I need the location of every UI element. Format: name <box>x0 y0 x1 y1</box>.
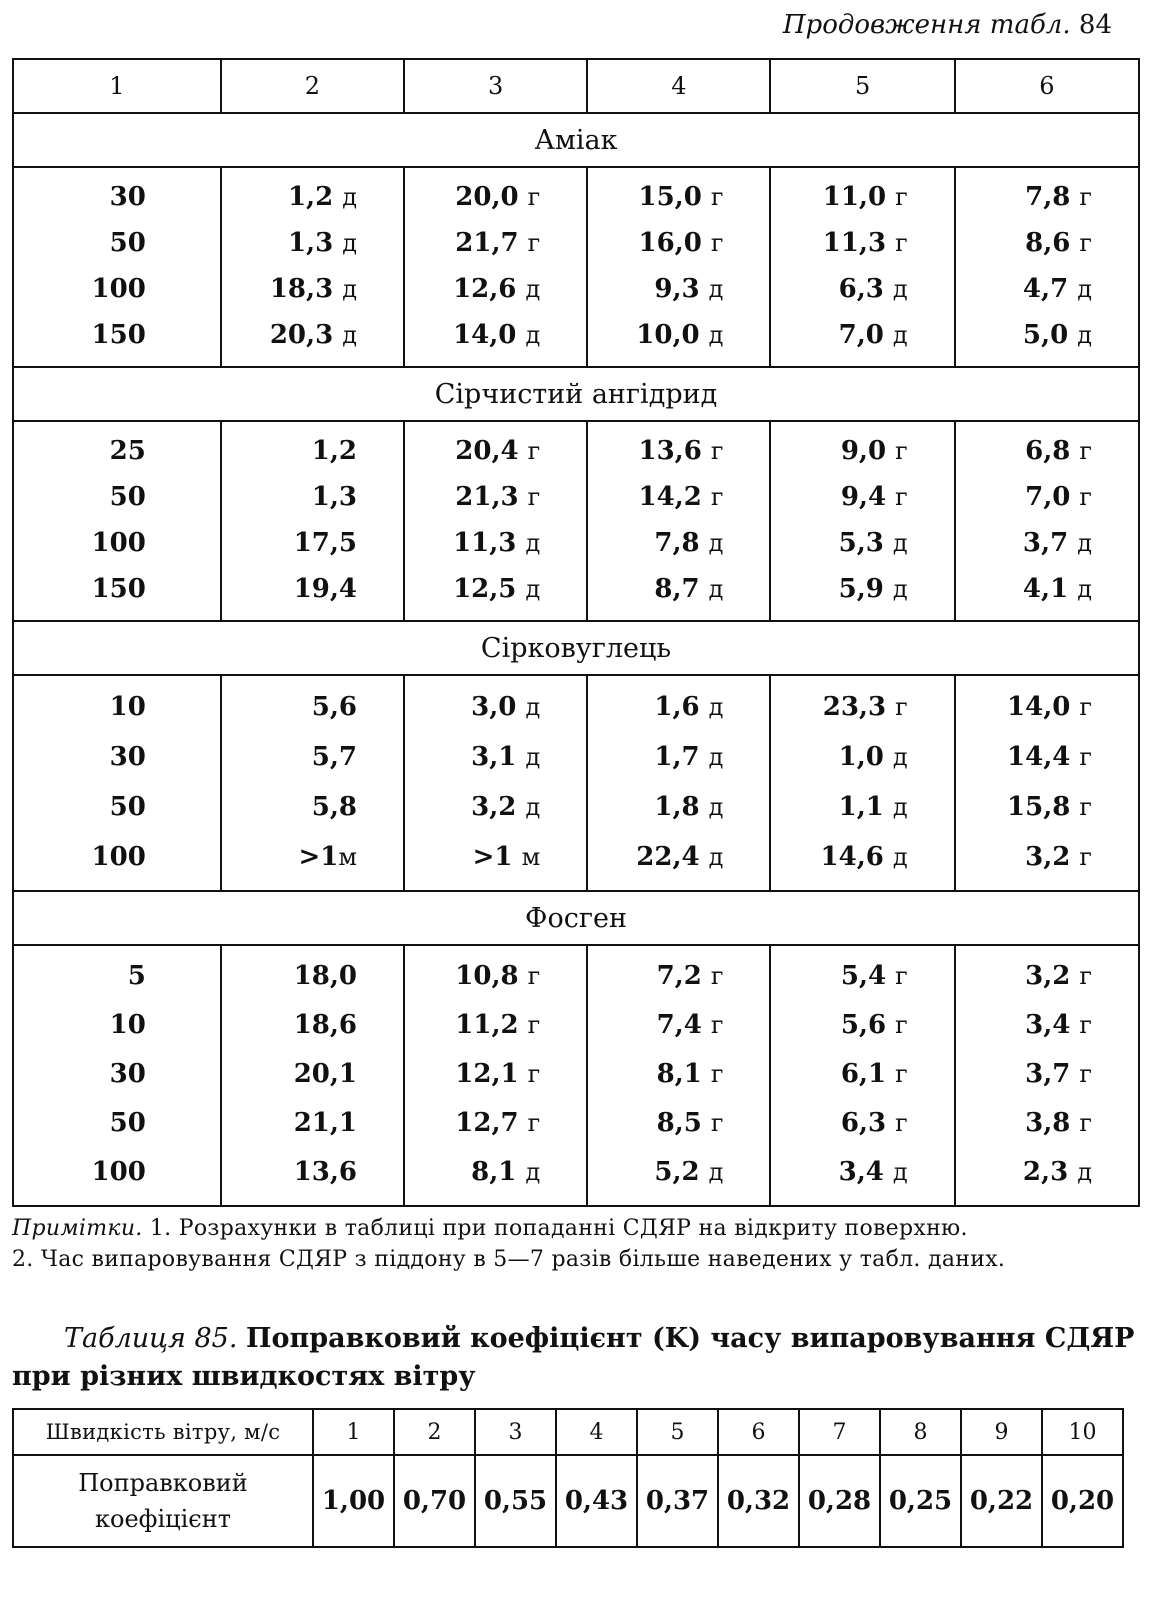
cell-value: 6,3 г <box>840 1108 908 1138</box>
cell-stack <box>405 946 586 1205</box>
cell-value: 5,9 д <box>838 574 908 604</box>
cell-value: 50 <box>109 1108 146 1138</box>
unit-letter: д <box>1077 275 1092 303</box>
cell-stack <box>222 946 403 1205</box>
cell-value: 9,3 д <box>654 274 724 304</box>
unit-letter: д <box>892 575 908 603</box>
cell-value: 2,3 д <box>1022 1157 1092 1187</box>
section-title: Фосген <box>13 891 1139 945</box>
cell-value: 20,3 д <box>269 320 358 350</box>
coefficient-value: 0,28 <box>799 1455 880 1547</box>
table-cell-column-2 <box>221 167 404 367</box>
table-85 <box>12 1408 1124 1548</box>
cell-value: 16,0 г <box>638 228 724 258</box>
cell-value: 12,6 д <box>453 274 541 304</box>
unit-letter: д <box>708 275 724 303</box>
unit-letter: г <box>1079 483 1092 511</box>
cell-stack <box>588 946 769 1205</box>
unit-letter: д <box>708 575 724 603</box>
section-data-row <box>13 167 1139 367</box>
cell-value: 7,0 д <box>838 320 908 350</box>
cell-stack <box>588 422 769 620</box>
wind-speed-value: 2 <box>394 1409 475 1455</box>
coefficient-label <box>13 1455 313 1547</box>
unit-letter: д <box>708 1158 724 1186</box>
unit-letter: д <box>892 843 908 871</box>
cell-value: 100 <box>91 274 146 304</box>
cell-value: 10,0 д <box>636 320 724 350</box>
unit-letter: г <box>710 1011 724 1039</box>
cell-stack <box>588 168 769 366</box>
unit-letter: г <box>527 229 541 257</box>
column-header: 3 <box>404 59 587 113</box>
unit-letter: д <box>892 743 908 771</box>
cell-stack <box>222 422 403 620</box>
unit-letter: д <box>1077 575 1092 603</box>
table-header-row <box>13 59 1139 113</box>
cell-value: 14,0 г <box>1007 692 1092 722</box>
cell-value: 1,0 д <box>838 742 908 772</box>
cell-value: 50 <box>109 792 146 822</box>
cell-value: 12,1 г <box>455 1059 541 1089</box>
section-header-row <box>13 891 1139 945</box>
cell-value: 50 <box>109 228 146 258</box>
unit-letter: г <box>527 483 541 511</box>
cell-value: 3,8 г <box>1025 1108 1092 1138</box>
coefficient-value: 0,25 <box>880 1455 961 1547</box>
cell-stack <box>956 168 1138 366</box>
wind-speed-value: 9 <box>961 1409 1042 1455</box>
cell-value: 100 <box>91 528 146 558</box>
table-cell-column-4 <box>587 945 770 1206</box>
cell-stack <box>14 946 220 1205</box>
unit-letter: д <box>708 321 724 349</box>
unit-letter: г <box>710 437 724 465</box>
cell-value: 8,1 г <box>656 1059 724 1089</box>
wind-speed-value: 1 <box>313 1409 394 1455</box>
cell-value: 18,6 <box>293 1010 358 1040</box>
cell-stack <box>405 422 586 620</box>
unit-letter: г <box>527 962 541 990</box>
section-header-row <box>13 113 1139 167</box>
unit-letter: г <box>1079 437 1092 465</box>
cell-stack <box>405 168 586 366</box>
section-data-row <box>13 945 1139 1206</box>
unit-letter: д <box>525 321 541 349</box>
coefficient-value: 0,20 <box>1042 1455 1123 1547</box>
cell-value: 14,0 д <box>453 320 541 350</box>
cell-value: 25 <box>109 436 146 466</box>
cell-value: 15,0 г <box>638 182 724 212</box>
column-header: 5 <box>770 59 954 113</box>
cell-value: 5,8 <box>311 792 358 822</box>
table-cell-column-5 <box>770 421 954 621</box>
unit-letter: д <box>525 529 541 557</box>
unit-letter: г <box>710 1109 724 1137</box>
section-header-row <box>13 367 1139 421</box>
unit-letter: г <box>1079 843 1092 871</box>
cell-value: 7,8 г <box>1025 182 1092 212</box>
unit-letter: г <box>1079 1109 1092 1137</box>
table-cell-column-2 <box>221 421 404 621</box>
unit-letter: г <box>710 229 724 257</box>
table-85-title: Поправковий коефіцієнт (K) часу випаровування СДЯР при різних швидкостях вітру <box>12 1323 1135 1392</box>
cell-value: 4,1 д <box>1022 574 1092 604</box>
cell-value: 11,3 г <box>822 228 908 258</box>
cell-value: 30 <box>109 742 146 772</box>
coefficient-value: 1,00 <box>313 1455 394 1547</box>
unit-letter: д <box>525 1158 541 1186</box>
note-1-text: 1. Розрахунки в таблиці при попаданні СДЯР на відкриту поверхню. <box>149 1216 968 1241</box>
section-title: Аміак <box>13 113 1139 167</box>
unit-letter: м <box>338 843 358 871</box>
table-notes <box>12 1213 1142 1275</box>
wind-speed-label: Швидкість вітру, м/с <box>13 1409 313 1455</box>
section-header-row <box>13 621 1139 675</box>
unit-letter: г <box>1079 743 1092 771</box>
cell-value: 20,1 <box>293 1059 358 1089</box>
unit-letter: г <box>527 437 541 465</box>
cell-value: 18,3 д <box>269 274 358 304</box>
cell-stack <box>771 946 953 1205</box>
cell-stack <box>222 168 403 366</box>
table-cell-column-5 <box>770 675 954 891</box>
column-header: 6 <box>955 59 1139 113</box>
table-cell-column-4 <box>587 675 770 891</box>
cell-value: 3,7 г <box>1025 1059 1092 1089</box>
table-cell-column-5 <box>770 167 954 367</box>
unit-letter: д <box>708 693 724 721</box>
cell-stack <box>771 422 953 620</box>
cell-value: 5,7 <box>311 742 358 772</box>
cell-value: 100 <box>91 842 146 872</box>
unit-letter: д <box>525 575 541 603</box>
unit-letter: г <box>895 1109 908 1137</box>
table-cell-column-3 <box>404 167 587 367</box>
unit-letter: г <box>527 1060 541 1088</box>
unit-letter: д <box>892 793 908 821</box>
cell-value: 20,0 г <box>455 182 541 212</box>
cell-value: 4,7 д <box>1022 274 1092 304</box>
column-header: 4 <box>587 59 770 113</box>
cell-value: 3,4 г <box>1025 1010 1092 1040</box>
cell-value: 150 <box>91 320 146 350</box>
coefficient-label-line: коефіцієнт <box>95 1505 231 1533</box>
notes-label: Примітки. <box>12 1216 143 1241</box>
unit-letter: г <box>1079 962 1092 990</box>
cell-stack <box>14 422 220 620</box>
cell-value: 15,8 г <box>1007 792 1092 822</box>
cell-value: 13,6 <box>293 1157 358 1187</box>
cell-stack <box>222 676 403 890</box>
unit-letter: г <box>1079 229 1092 257</box>
cell-stack <box>588 676 769 890</box>
cell-value: 12,7 г <box>455 1108 541 1138</box>
unit-letter: г <box>895 962 908 990</box>
unit-letter: г <box>1079 693 1092 721</box>
unit-letter: д <box>708 793 724 821</box>
cell-value: 17,5 <box>293 528 358 558</box>
cell-value: 1,2 д <box>287 182 358 212</box>
cell-stack <box>956 422 1138 620</box>
cell-value: 1,1 д <box>838 792 908 822</box>
unit-letter: д <box>342 183 358 211</box>
cell-value: >1м <box>298 842 358 872</box>
cell-value: 19,4 <box>293 574 358 604</box>
cell-stack <box>771 676 953 890</box>
table-cell-column-3 <box>404 421 587 621</box>
cell-value: 1,2 <box>311 436 358 466</box>
table-cell-column-6 <box>955 945 1139 1206</box>
unit-letter: г <box>710 183 724 211</box>
cell-value: 6,1 г <box>840 1059 908 1089</box>
section-title: Сірчистий ангідрид <box>13 367 1139 421</box>
cell-value: 3,1 д <box>471 742 541 772</box>
cell-value: 3,2 г <box>1025 842 1092 872</box>
unit-letter: д <box>892 275 908 303</box>
table-85-caption <box>12 1320 1142 1396</box>
unit-letter: д <box>525 275 541 303</box>
unit-letter: г <box>527 1011 541 1039</box>
cell-value: 5,0 д <box>1022 320 1092 350</box>
cell-value: 7,4 г <box>656 1010 724 1040</box>
cell-value: 5,2 д <box>654 1157 724 1187</box>
table-cell-column-4 <box>587 167 770 367</box>
continuation-label: Продовження табл. <box>782 10 1071 40</box>
unit-letter: г <box>1079 1011 1092 1039</box>
table-cell-column-3 <box>404 675 587 891</box>
cell-value: 6,8 г <box>1025 436 1092 466</box>
unit-letter: г <box>895 483 908 511</box>
table-cell-column-3 <box>404 945 587 1206</box>
cell-value: 23,3 г <box>822 692 908 722</box>
cell-value: 1,3 д <box>287 228 358 258</box>
unit-letter: д <box>892 1158 908 1186</box>
cell-value: 7,8 д <box>654 528 724 558</box>
coefficient-row <box>13 1455 1123 1547</box>
table-cell-column-1 <box>13 421 221 621</box>
cell-value: 100 <box>91 1157 146 1187</box>
wind-speed-value: 7 <box>799 1409 880 1455</box>
section-data-row <box>13 421 1139 621</box>
table-85-label: Таблиця 85. <box>64 1323 238 1354</box>
cell-value: 6,3 д <box>838 274 908 304</box>
cell-stack <box>14 168 220 366</box>
table-cell-column-6 <box>955 421 1139 621</box>
cell-value: 11,0 г <box>822 182 908 212</box>
unit-letter: д <box>708 529 724 557</box>
unit-letter: д <box>892 321 908 349</box>
coefficient-value: 0,70 <box>394 1455 475 1547</box>
unit-letter: д <box>342 275 358 303</box>
cell-value: 5 <box>127 961 146 991</box>
cell-value: 12,5 д <box>453 574 541 604</box>
cell-value: 11,2 г <box>455 1010 541 1040</box>
cell-stack <box>14 676 220 890</box>
table-cell-column-5 <box>770 945 954 1206</box>
table-cell-column-4 <box>587 421 770 621</box>
unit-letter: д <box>708 843 724 871</box>
cell-value: 10 <box>109 692 146 722</box>
unit-letter: г <box>1079 183 1092 211</box>
cell-value: 30 <box>109 182 146 212</box>
coefficient-label-line: Поправковий <box>78 1469 248 1497</box>
cell-value: 30 <box>109 1059 146 1089</box>
unit-letter: г <box>895 693 908 721</box>
cell-value: 11,3 д <box>453 528 541 558</box>
wind-speed-value: 5 <box>637 1409 718 1455</box>
unit-letter: д <box>342 229 358 257</box>
cell-value: 21,3 г <box>455 482 541 512</box>
cell-value: 5,4 г <box>840 961 908 991</box>
note-line-1 <box>12 1213 1142 1244</box>
table-cell-column-2 <box>221 945 404 1206</box>
cell-value: 3,2 д <box>471 792 541 822</box>
cell-value: 8,7 д <box>654 574 724 604</box>
unit-letter: г <box>1079 1060 1092 1088</box>
wind-speed-row <box>13 1409 1123 1455</box>
cell-stack <box>771 168 953 366</box>
cell-value: 20,4 г <box>455 436 541 466</box>
continuation-number: 84 <box>1078 10 1112 40</box>
cell-value: 14,4 г <box>1007 742 1092 772</box>
continuation-caption <box>783 10 1112 40</box>
table-cell-column-2 <box>221 675 404 891</box>
cell-stack <box>956 676 1138 890</box>
cell-value: 5,6 <box>311 692 358 722</box>
cell-value: 1,6 д <box>654 692 724 722</box>
table-cell-column-1 <box>13 945 221 1206</box>
cell-value: 10,8 г <box>455 961 541 991</box>
table-cell-column-6 <box>955 675 1139 891</box>
cell-value: 5,6 г <box>840 1010 908 1040</box>
cell-value: 18,0 <box>293 961 358 991</box>
cell-value: 14,2 г <box>638 482 724 512</box>
unit-letter: г <box>527 183 541 211</box>
cell-value: 10 <box>109 1010 146 1040</box>
unit-letter: г <box>895 229 908 257</box>
coefficient-value: 0,22 <box>961 1455 1042 1547</box>
cell-value: >1 м <box>472 842 541 872</box>
cell-value: 1,8 д <box>654 792 724 822</box>
coefficient-value: 0,32 <box>718 1455 799 1547</box>
table-84 <box>12 58 1140 1207</box>
cell-value: 150 <box>91 574 146 604</box>
note-2-text: 2. Час випаровування СДЯР з піддону в 5—7 разів більше наведених у табл. даних. <box>12 1247 1006 1272</box>
cell-value: 8,1 д <box>471 1157 541 1187</box>
unit-letter: г <box>895 437 908 465</box>
cell-value: 3,0 д <box>471 692 541 722</box>
unit-letter: д <box>1077 321 1092 349</box>
unit-letter: д <box>342 321 358 349</box>
cell-value: 8,5 г <box>656 1108 724 1138</box>
section-title: Сірковуглець <box>13 621 1139 675</box>
section-data-row <box>13 675 1139 891</box>
unit-letter: г <box>710 483 724 511</box>
wind-speed-value: 6 <box>718 1409 799 1455</box>
cell-value: 1,3 <box>311 482 358 512</box>
cell-value: 21,1 <box>293 1108 358 1138</box>
cell-value: 21,7 г <box>455 228 541 258</box>
unit-letter: г <box>710 1060 724 1088</box>
cell-value: 7,2 г <box>656 961 724 991</box>
cell-value: 50 <box>109 482 146 512</box>
unit-letter: г <box>895 183 908 211</box>
table-cell-column-1 <box>13 167 221 367</box>
cell-value: 1,7 д <box>654 742 724 772</box>
cell-value: 14,6 д <box>820 842 908 872</box>
column-header: 2 <box>221 59 404 113</box>
cell-value: 7,0 г <box>1025 482 1092 512</box>
unit-letter: г <box>895 1060 908 1088</box>
coefficient-value: 0,43 <box>556 1455 637 1547</box>
unit-letter: д <box>1077 1158 1092 1186</box>
unit-letter: г <box>527 1109 541 1137</box>
cell-stack <box>405 676 586 890</box>
wind-speed-value: 3 <box>475 1409 556 1455</box>
table-cell-column-1 <box>13 675 221 891</box>
unit-letter: д <box>525 743 541 771</box>
unit-letter: г <box>1079 793 1092 821</box>
wind-speed-value: 4 <box>556 1409 637 1455</box>
cell-value: 5,3 д <box>838 528 908 558</box>
unit-letter: м <box>521 843 541 871</box>
column-header: 1 <box>13 59 221 113</box>
unit-letter: д <box>1077 529 1092 557</box>
cell-value: 3,4 д <box>838 1157 908 1187</box>
unit-letter: г <box>895 1011 908 1039</box>
cell-value: 8,6 г <box>1025 228 1092 258</box>
cell-value: 22,4 д <box>636 842 724 872</box>
unit-letter: д <box>525 793 541 821</box>
cell-value: 13,6 г <box>638 436 724 466</box>
unit-letter: д <box>708 743 724 771</box>
coefficient-value: 0,55 <box>475 1455 556 1547</box>
coefficient-value: 0,37 <box>637 1455 718 1547</box>
cell-value: 3,2 г <box>1025 961 1092 991</box>
unit-letter: д <box>892 529 908 557</box>
table-cell-column-6 <box>955 167 1139 367</box>
cell-value: 3,7 д <box>1022 528 1092 558</box>
cell-value: 9,0 г <box>840 436 908 466</box>
cell-value: 9,4 г <box>840 482 908 512</box>
wind-speed-value: 10 <box>1042 1409 1123 1455</box>
unit-letter: г <box>710 962 724 990</box>
cell-stack <box>956 946 1138 1205</box>
unit-letter: д <box>525 693 541 721</box>
wind-speed-value: 8 <box>880 1409 961 1455</box>
